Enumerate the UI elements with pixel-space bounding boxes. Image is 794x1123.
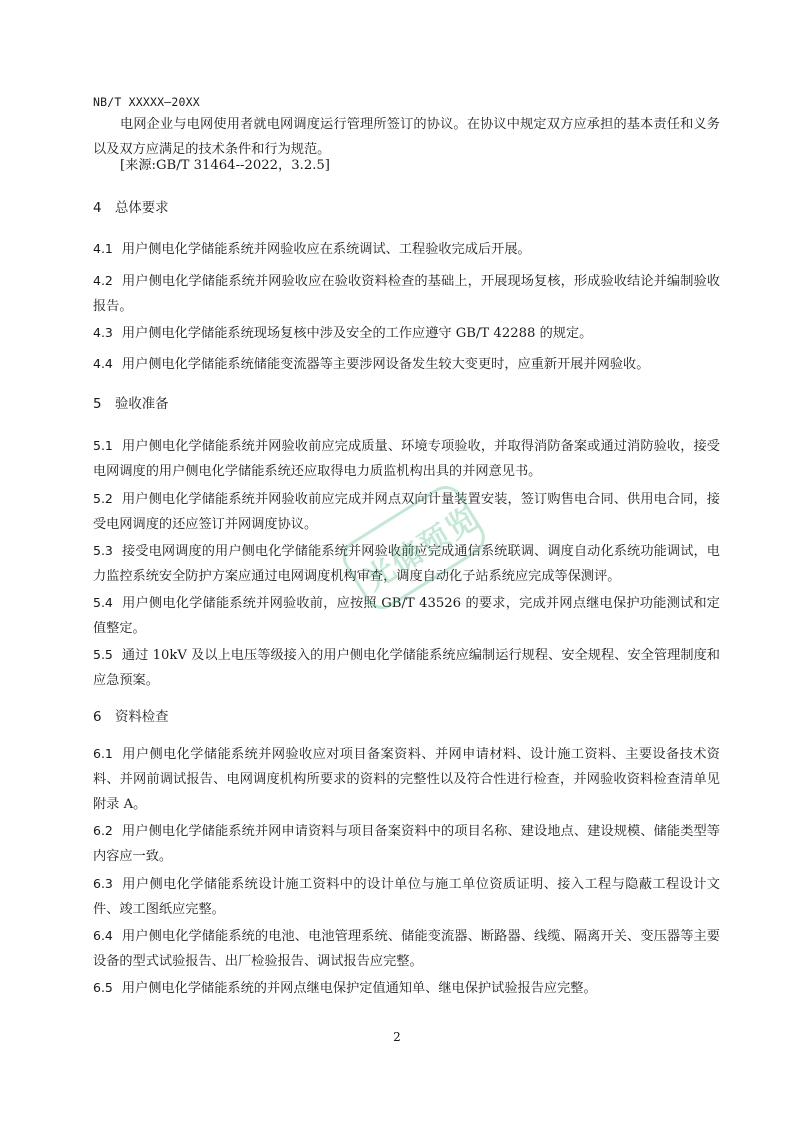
- clause-5-2: 5.2 用户侧电化学储能系统并网验收前应完成并网点双向计量装置安装，签订购售电合同、供用电合同，接受电网调度的还应签订并网调度协议。: [93, 491, 720, 532]
- section-title: 资料检查: [115, 710, 169, 725]
- section-number: 4: [93, 201, 102, 216]
- clause-4-2: 4.2 用户侧电化学储能系统并网验收应在验收资料检查的基础上，开展现场复核，形成验收结论并编制验收报告。: [93, 273, 720, 314]
- clause-6-2: 6.2 用户侧电化学储能系统并网申请资料与项目备案资料中的项目名称、建设地点、建设规模、储能类型等内容应一致。: [93, 823, 720, 864]
- clause-5-4: 5.4 用户侧电化学储能系统并网验收前，应按照 GB/T 43526 的要求，完成并网点继电保护功能测试和定值整定。: [93, 595, 720, 636]
- clause-5-5: 5.5 通过 10kV 及以上电压等级接入的用户侧电化学储能系统应编制运行规程、安全规程、安全管理制度和应急预案。: [93, 647, 720, 688]
- section-number: 6: [93, 710, 102, 725]
- clause-4-4: 4.4 用户侧电化学储能系统储能变流器等主要涉网设备发生较大变更时，应重新开展并网验收。: [93, 356, 650, 372]
- definition-paragraph: 电网企业与电网使用者就电网调度运行管理所签订的协议。在协议中规定双方应承担的基本责任和义务以及双方应满足的技术条件和行为规范。: [93, 117, 720, 157]
- section-number: 5: [93, 397, 102, 412]
- watermark-text: 光储预览: [358, 500, 486, 598]
- section-heading-6: [93, 705, 169, 730]
- page-header: NB/T XXXXX—20XX: [93, 95, 200, 109]
- clause-6-4: 6.4 用户侧电化学储能系统的电池、电池管理系统、储能变流器、断路器、线缆、隔离开关、变压器等主要设备的型式试验报告、出厂检验报告、调试报告应完整。: [93, 928, 720, 969]
- section-heading-5: [93, 392, 169, 417]
- page-number: 2: [393, 1030, 401, 1044]
- clause-6-5: 6.5 用户侧电化学储能系统的并网点继电保护定值通知单、继电保护试验报告应完整。: [93, 980, 597, 996]
- section-title: 验收准备: [115, 397, 169, 412]
- clause-4-1: 4.1 用户侧电化学储能系统并网验收应在系统调试、工程验收完成后开展。: [93, 241, 531, 257]
- definition-source: [来源:GB/T 31464--2022，3.2.5]: [120, 158, 330, 173]
- clause-5-3: 5.3 接受电网调度的用户侧电化学储能系统并网验收前应完成通信系统联调、调度自动化系统功能调试，电力监控系统安全防护方案应通过电网调度机构审查，调度自动化子站系统应完成等保测评。: [93, 543, 720, 584]
- section-heading-4: [93, 196, 169, 221]
- clause-6-3: 6.3 用户侧电化学储能系统设计施工资料中的设计单位与施工单位资质证明、接入工程与隐蔽工程设计文件、竣工图纸应完整。: [93, 876, 720, 917]
- clause-4-3: 4.3 用户侧电化学储能系统现场复核中涉及安全的工作应遵守 GB/T 42288 的规定。: [93, 325, 593, 341]
- clause-6-1: 6.1 用户侧电化学储能系统并网验收应对项目备案资料、并网申请材料、设计施工资料、主要设备技术资料、并网前调试报告、电网调度机构所要求的资料的完整性以及符合性进行检查，并网验收资料检查清单见附录 A。: [93, 746, 720, 812]
- section-title: 总体要求: [115, 201, 169, 216]
- clause-5-1: 5.1 用户侧电化学储能系统并网验收前应完成质量、环境专项验收，并取得消防备案或通过消防验收，接受电网调度的用户侧电化学储能系统还应取得电力质监机构出具的并网意见书。: [93, 438, 720, 479]
